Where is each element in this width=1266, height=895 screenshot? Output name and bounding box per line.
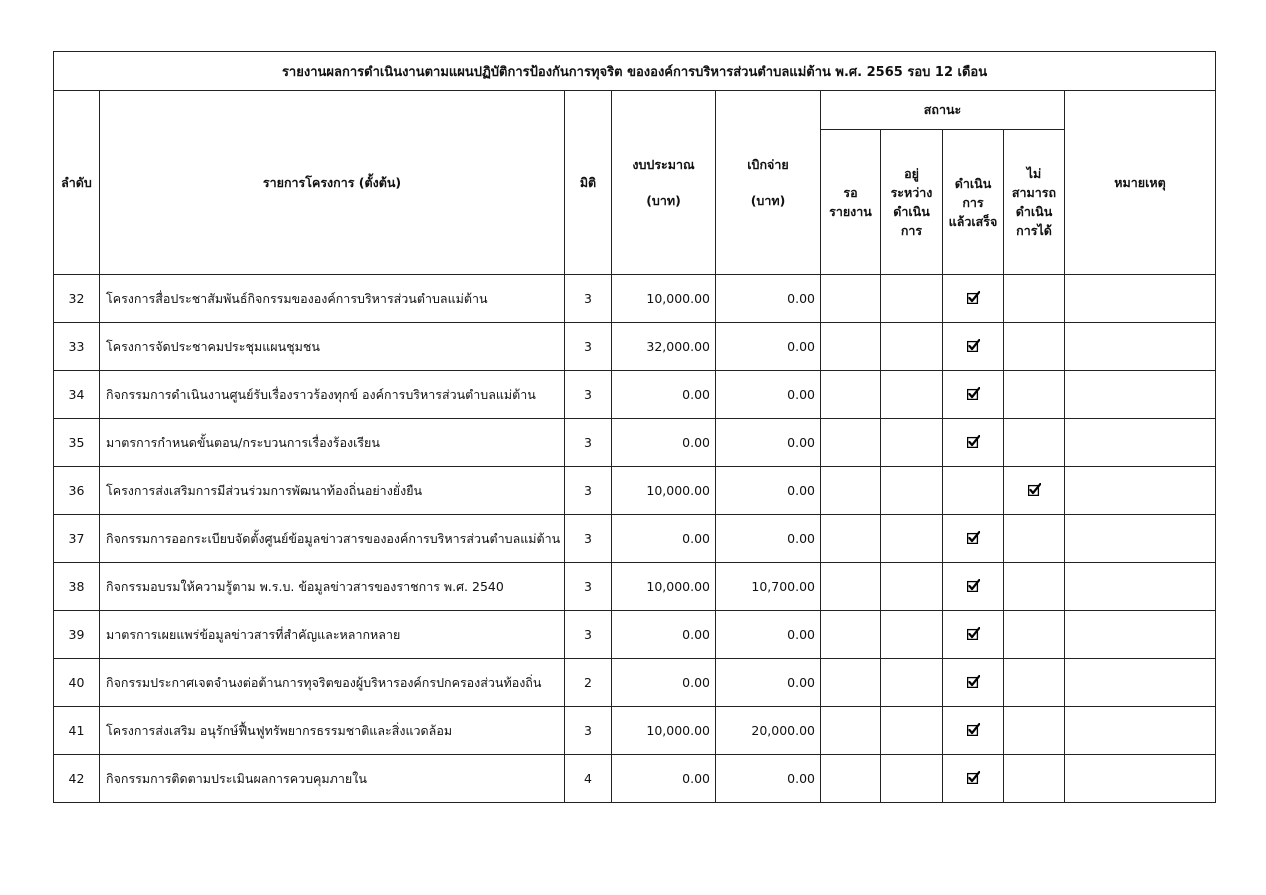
row-status-completed <box>943 323 1004 371</box>
row-budget: 0.00 <box>612 611 716 659</box>
row-budget: 10,000.00 <box>612 707 716 755</box>
row-budget: 0.00 <box>612 755 716 803</box>
row-status-pending <box>821 659 881 707</box>
row-spent: 0.00 <box>716 659 821 707</box>
row-remark <box>1065 371 1216 419</box>
row-spent: 0.00 <box>716 755 821 803</box>
table-row <box>54 323 1216 371</box>
row-remark <box>1065 755 1216 803</box>
project-name: กิจกรรมการออกระเบียบจัดตั้งศูนย์ข้อมูลข่าวสารขององค์การบริหารส่วนตำบลแม่ต้าน <box>100 515 565 563</box>
header-status: สถานะ <box>821 91 1065 130</box>
row-status-pending <box>821 515 881 563</box>
row-status-unable <box>1004 707 1065 755</box>
row-status-pending <box>821 419 881 467</box>
table-row <box>54 755 1216 803</box>
checkbox-checked-icon <box>967 387 980 400</box>
header-status-in-progress-line: ระหว่าง <box>890 185 933 200</box>
checkbox-checked-icon <box>967 435 980 448</box>
row-spent: 0.00 <box>716 467 821 515</box>
row-remark <box>1065 707 1216 755</box>
row-status-pending <box>821 563 881 611</box>
row-status-completed <box>943 659 1004 707</box>
row-dimension: 3 <box>565 323 612 371</box>
row-status-completed <box>943 707 1004 755</box>
row-status-pending <box>821 467 881 515</box>
header-budget-line2: (บาท) <box>646 192 681 208</box>
row-status-in-progress <box>881 563 943 611</box>
table-row <box>54 275 1216 323</box>
header-status-pending <box>821 130 881 275</box>
header-status-unable <box>1004 130 1065 275</box>
table-row <box>54 419 1216 467</box>
header-spent <box>716 91 821 275</box>
row-status-pending <box>821 707 881 755</box>
project-name: กิจกรรมประกาศเจตจำนงต่อต้านการทุจริตของผู้บริหารองค์กรปกครองส่วนท้องถิ่น <box>100 659 565 707</box>
row-budget: 0.00 <box>612 419 716 467</box>
row-budget: 10,000.00 <box>612 275 716 323</box>
row-dimension: 3 <box>565 707 612 755</box>
report-table <box>53 51 1216 803</box>
header-status-in-progress-line: การ <box>900 223 923 238</box>
row-status-unable <box>1004 563 1065 611</box>
row-status-in-progress <box>881 371 943 419</box>
table-row <box>54 707 1216 755</box>
row-status-pending <box>821 275 881 323</box>
row-status-pending <box>821 323 881 371</box>
table-row <box>54 659 1216 707</box>
row-status-unable <box>1004 611 1065 659</box>
report-title: รายงานผลการดำเนินงานตามแผนปฏิบัติการป้องกันการทุจริต ขององค์การบริหารส่วนตำบลแม่ต้าน พ.ศ. 2565 รอบ 12 เดือน <box>54 52 1216 91</box>
row-number: 37 <box>54 515 100 563</box>
header-status-completed-line: ดำเนิน <box>954 175 992 191</box>
row-spent: 0.00 <box>716 419 821 467</box>
row-dimension: 3 <box>565 563 612 611</box>
row-status-in-progress <box>881 659 943 707</box>
row-spent: 0.00 <box>716 611 821 659</box>
row-status-in-progress <box>881 275 943 323</box>
row-status-unable <box>1004 419 1065 467</box>
row-status-in-progress <box>881 467 943 515</box>
row-status-in-progress <box>881 611 943 659</box>
row-spent: 0.00 <box>716 371 821 419</box>
row-status-unable <box>1004 371 1065 419</box>
table-row <box>54 371 1216 419</box>
row-dimension: 2 <box>565 659 612 707</box>
header-status-completed-line: แล้วเสร็จ <box>948 213 998 229</box>
header-status-in-progress-line: อยู่ <box>904 166 919 181</box>
row-dimension: 3 <box>565 515 612 563</box>
row-status-completed <box>943 275 1004 323</box>
header-status-completed <box>943 130 1004 275</box>
checkbox-checked-icon <box>967 675 980 688</box>
row-number: 41 <box>54 707 100 755</box>
header-status-pending-line: รอ <box>843 185 858 200</box>
row-dimension: 3 <box>565 467 612 515</box>
header-status-pending-line: รายงาน <box>829 204 872 219</box>
table-row <box>54 467 1216 515</box>
header-status-unable-line: สามารถ <box>1011 185 1057 200</box>
row-status-completed <box>943 755 1004 803</box>
row-remark <box>1065 275 1216 323</box>
row-status-in-progress <box>881 707 943 755</box>
row-status-unable <box>1004 275 1065 323</box>
row-spent: 10,700.00 <box>716 563 821 611</box>
header-status-unable-line: การได้ <box>1016 223 1052 238</box>
project-name: โครงการสื่อประชาสัมพันธ์กิจกรรมขององค์การบริหารส่วนตำบลแม่ต้าน <box>100 275 565 323</box>
row-remark <box>1065 563 1216 611</box>
table-row <box>54 563 1216 611</box>
row-budget: 32,000.00 <box>612 323 716 371</box>
row-status-pending <box>821 371 881 419</box>
header-spent-line2: (บาท) <box>750 192 786 208</box>
row-remark <box>1065 515 1216 563</box>
project-name: โครงการส่งเสริมการมีส่วนร่วมการพัฒนาท้องถิ่นอย่างยั่งยืน <box>100 467 565 515</box>
row-number: 33 <box>54 323 100 371</box>
row-dimension: 3 <box>565 419 612 467</box>
row-number: 38 <box>54 563 100 611</box>
project-name: มาตรการเผยแพร่ข้อมูลข่าวสารที่สำคัญและหลากหลาย <box>100 611 565 659</box>
row-remark <box>1065 611 1216 659</box>
row-budget: 0.00 <box>612 371 716 419</box>
row-status-unable <box>1004 323 1065 371</box>
project-name: กิจกรรมการติดตามประเมินผลการควบคุมภายใน <box>100 755 565 803</box>
row-number: 36 <box>54 467 100 515</box>
row-budget: 0.00 <box>612 515 716 563</box>
table-row <box>54 515 1216 563</box>
header-status-unable-line: ไม่ <box>1026 166 1042 181</box>
row-status-unable <box>1004 467 1065 515</box>
row-status-pending <box>821 611 881 659</box>
header-project: รายการโครงการ (ตั้งต้น) <box>100 91 565 275</box>
row-status-completed <box>943 515 1004 563</box>
table-row <box>54 611 1216 659</box>
header-remark: หมายเหตุ <box>1065 91 1216 275</box>
header-no: ลำดับ <box>54 91 100 275</box>
project-name: โครงการจัดประชาคมประชุมแผนชุมชน <box>100 323 565 371</box>
row-dimension: 3 <box>565 371 612 419</box>
row-spent: 0.00 <box>716 515 821 563</box>
row-status-in-progress <box>881 419 943 467</box>
project-name: กิจกรรมอบรมให้ความรู้ตาม พ.ร.บ. ข้อมูลข่าวสารของราชการ พ.ศ. 2540 <box>100 563 565 611</box>
row-status-completed <box>943 467 1004 515</box>
checkbox-checked-icon <box>967 579 980 592</box>
header-status-unable-line: ดำเนิน <box>1015 204 1053 219</box>
row-number: 35 <box>54 419 100 467</box>
row-number: 39 <box>54 611 100 659</box>
row-status-completed <box>943 611 1004 659</box>
header-status-in-progress-line: ดำเนิน <box>893 204 930 219</box>
checkbox-checked-icon <box>967 723 980 736</box>
row-spent: 0.00 <box>716 275 821 323</box>
header-budget <box>612 91 716 275</box>
row-dimension: 3 <box>565 611 612 659</box>
row-remark <box>1065 659 1216 707</box>
checkbox-checked-icon <box>967 771 980 784</box>
header-spent-line1: เบิกจ่าย <box>747 156 789 172</box>
row-status-unable <box>1004 755 1065 803</box>
checkbox-checked-icon <box>967 531 980 544</box>
checkbox-checked-icon <box>1028 483 1041 496</box>
row-remark <box>1065 419 1216 467</box>
row-status-completed <box>943 419 1004 467</box>
checkbox-checked-icon <box>967 627 980 640</box>
row-status-in-progress <box>881 755 943 803</box>
checkbox-checked-icon <box>967 291 980 304</box>
row-status-unable <box>1004 659 1065 707</box>
row-status-in-progress <box>881 323 943 371</box>
header-status-completed-line: การ <box>962 194 984 210</box>
checkbox-checked-icon <box>967 339 980 352</box>
row-number: 34 <box>54 371 100 419</box>
project-name: โครงการส่งเสริม อนุรักษ์ฟื้นฟูทรัพยากรธรรมชาติและสิ่งแวดล้อม <box>100 707 565 755</box>
row-status-pending <box>821 755 881 803</box>
row-spent: 20,000.00 <box>716 707 821 755</box>
row-number: 42 <box>54 755 100 803</box>
row-status-unable <box>1004 515 1065 563</box>
row-remark <box>1065 323 1216 371</box>
row-status-completed <box>943 371 1004 419</box>
row-number: 32 <box>54 275 100 323</box>
row-dimension: 4 <box>565 755 612 803</box>
header-budget-line1: งบประมาณ <box>632 156 695 172</box>
row-dimension: 3 <box>565 275 612 323</box>
row-budget: 10,000.00 <box>612 467 716 515</box>
row-remark <box>1065 467 1216 515</box>
row-number: 40 <box>54 659 100 707</box>
row-status-in-progress <box>881 515 943 563</box>
project-name: มาตรการกำหนดขั้นตอน/กระบวนการเรื่องร้องเรียน <box>100 419 565 467</box>
row-spent: 0.00 <box>716 323 821 371</box>
row-status-completed <box>943 563 1004 611</box>
row-budget: 0.00 <box>612 659 716 707</box>
header-dimension: มิติ <box>565 91 612 275</box>
row-budget: 10,000.00 <box>612 563 716 611</box>
project-name: กิจกรรมการดำเนินงานศูนย์รับเรื่องราวร้องทุกข์ องค์การบริหารส่วนตำบลแม่ต้าน <box>100 371 565 419</box>
header-status-in-progress <box>881 130 943 275</box>
